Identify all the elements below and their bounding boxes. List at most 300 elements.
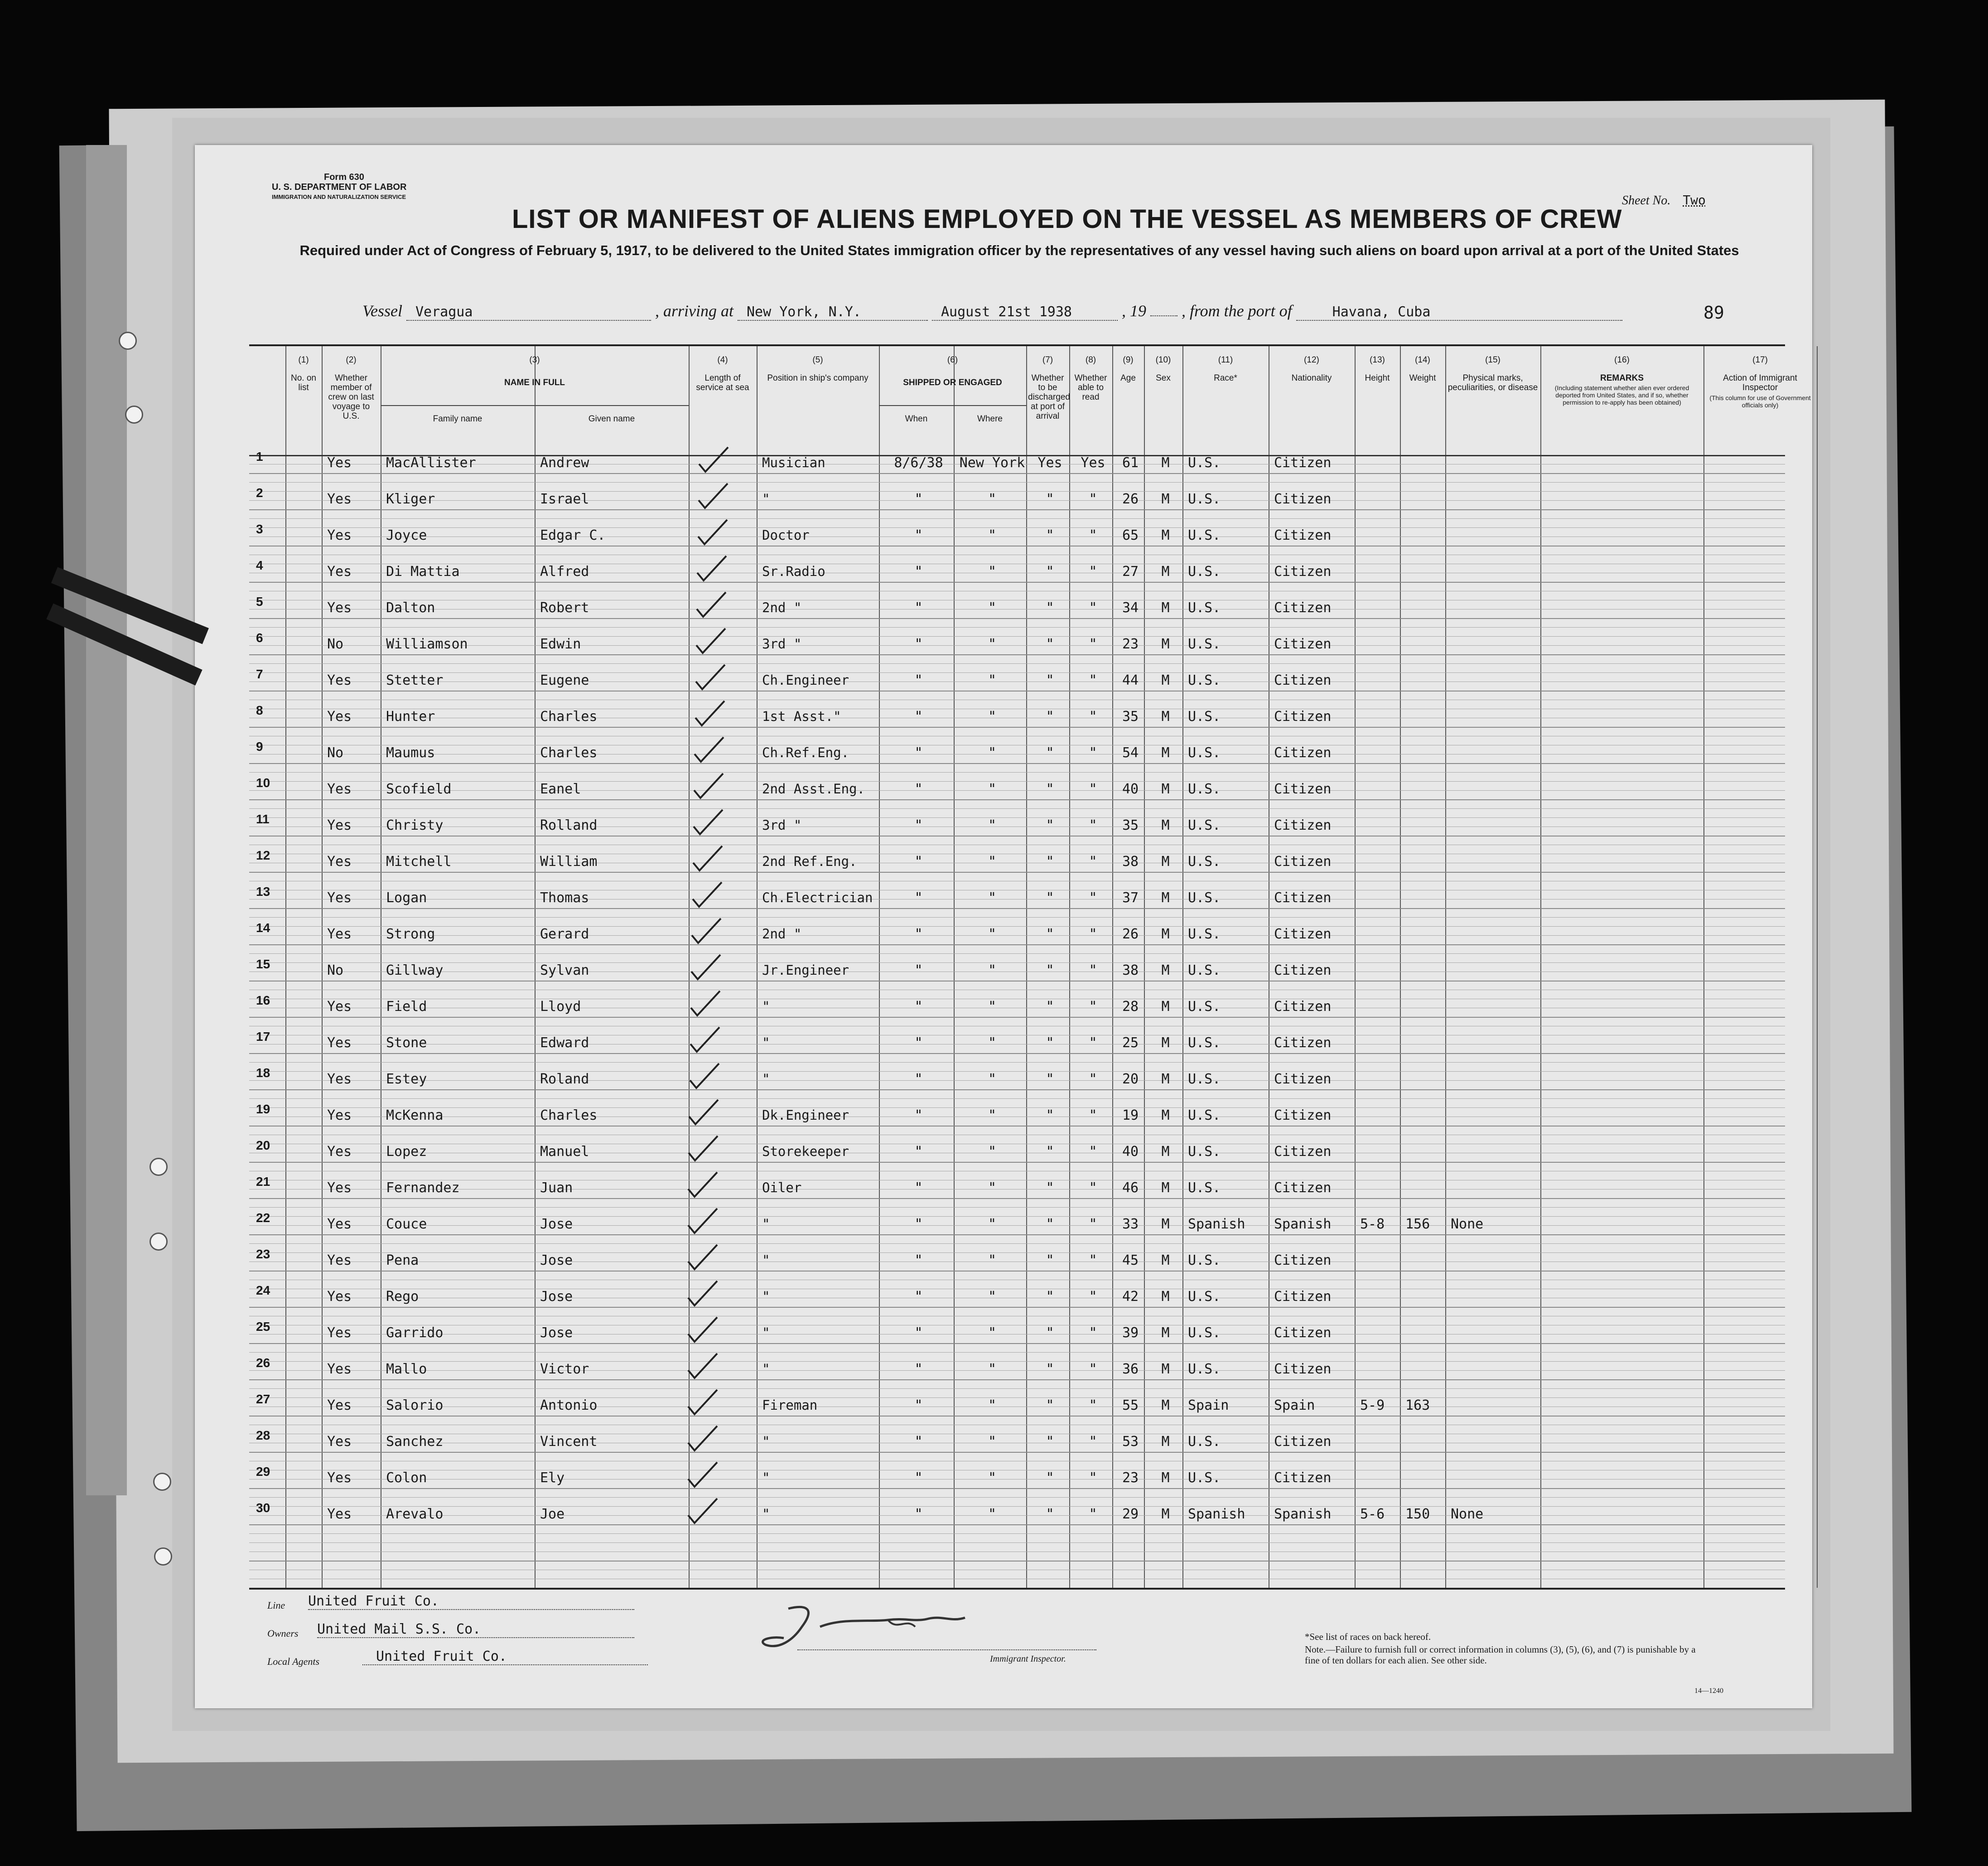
cell-given: Roland [540,1071,589,1087]
cell-race: U.S. [1188,527,1221,543]
arrival-date: August 21st 1938 [932,304,1118,321]
check-mark-icon [690,842,726,874]
cell-no: 18 [256,1066,270,1080]
cell-family: Strong [386,926,435,942]
cell-disch: " [1046,1361,1054,1377]
cell-sex: M [1161,709,1170,725]
ruled-line [249,1497,1785,1498]
cell-no: 23 [256,1247,270,1261]
header-num-c7: (7) [1042,355,1053,365]
cell-family: Gillway [386,962,444,978]
cell-position: " [762,1434,770,1449]
check-mark-icon [685,1314,721,1345]
header-num-c14: (14) [1415,355,1430,365]
ruled-line [249,872,1785,873]
cell-no: 14 [256,921,270,935]
cell-read: Yes [1081,455,1105,471]
cell-age: 26 [1122,926,1139,942]
cell-family: Pena [386,1252,419,1268]
check-mark-icon [688,951,724,983]
cell-sex: M [1161,564,1170,580]
cell-last: Yes [327,1397,352,1413]
cell-family: Dalton [386,600,435,616]
cell-given: Victor [540,1361,589,1377]
cell-disch: " [1046,1252,1054,1268]
ruled-line [249,1524,1785,1525]
cell-when: " [914,564,923,580]
cell-disch: " [1046,527,1054,543]
cell-where: " [988,999,997,1015]
cell-where: " [988,1180,997,1196]
cell-disch: " [1046,926,1054,942]
cell-position: Doctor [762,527,810,543]
cell-race: Spanish [1188,1506,1245,1522]
cell-where: " [988,1361,997,1377]
cell-age: 29 [1122,1506,1139,1522]
cell-family: Salorio [386,1397,444,1413]
column-rule [1182,346,1183,1588]
ruled-line [249,582,1785,583]
cell-weight: 150 [1405,1506,1430,1522]
cell-read: " [1089,817,1097,833]
header-num-c10: (10) [1155,355,1171,365]
header-num-c15: (15) [1485,355,1501,365]
cell-age: 65 [1122,527,1139,543]
column-rule [954,346,955,1588]
cell-when: " [914,1071,923,1087]
cell-where: " [988,636,997,652]
header-c4: Length of service at sea [696,373,749,392]
cell-age: 35 [1122,709,1139,725]
cell-family: Christy [386,817,444,833]
cell-no: 11 [256,812,270,826]
cell-last: Yes [327,999,352,1015]
cell-where: " [988,709,997,725]
header-num-c9: (9) [1123,355,1134,365]
cell-read: " [1089,1325,1097,1341]
check-mark-icon [692,697,728,729]
cell-read: " [1089,854,1097,870]
page-title: LIST OR MANIFEST OF ALIENS EMPLOYED ON THE VESSEL AS MEMBERS OF CREW [512,204,1622,234]
cell-race: U.S. [1188,1434,1221,1450]
header-rule [879,405,1026,406]
binder-edge [86,145,127,1495]
cell-race: U.S. [1188,1252,1221,1268]
cell-disch: " [1046,1035,1054,1051]
cell-given: Israel [540,491,589,507]
cell-given: Antonio [540,1397,598,1413]
check-mark-icon [690,770,727,802]
check-mark-icon [694,552,730,584]
cell-family: Kliger [386,491,435,507]
cell-race: U.S. [1188,600,1221,616]
cell-last: Yes [327,1252,352,1268]
cell-where: " [988,1289,997,1305]
cell-disch: " [1046,745,1054,761]
cell-disch: Yes [1037,455,1062,471]
page-subtitle: Required under Act of Congress of February 5, 1917, to be delivered to the United States immigration officer by the representatives of any vessel having such aliens on board upon arrival at a port of the United States [299,242,1739,258]
cell-no: 27 [256,1392,270,1406]
ruled-line [249,654,1785,655]
cell-age: 38 [1122,854,1139,870]
header-rule [381,405,689,406]
check-mark-icon [685,1350,721,1382]
cell-nat: Citizen [1274,491,1332,507]
ruled-line [249,618,1785,619]
cell-read: " [1089,999,1097,1015]
ruled-line [249,482,1785,483]
header-c16: REMARKS [1600,373,1644,383]
header-num-c6: (6) [947,355,958,365]
races-note: *See list of races on back hereof. [1305,1631,1431,1642]
cell-age: 61 [1122,455,1139,471]
cell-last: Yes [327,926,352,942]
cell-disch: " [1046,636,1054,652]
cell-age: 40 [1122,781,1139,797]
column-rule [1540,346,1541,1588]
cell-read: " [1089,1506,1097,1522]
header-c9: Age [1120,373,1136,383]
cell-read: " [1089,1180,1097,1196]
ruled-line [249,1234,1785,1235]
ruled-line [249,944,1785,945]
cell-race: U.S. [1188,636,1221,652]
cell-race: Spanish [1188,1216,1245,1232]
header-num-c16: (16) [1614,355,1630,365]
punch-hole [119,332,137,350]
header-c6a: When [905,414,928,424]
header-c14: Weight [1409,373,1436,383]
cell-sex: M [1161,1035,1170,1051]
cell-read: " [1089,709,1097,725]
ruled-line [249,663,1785,664]
cell-when: " [914,1434,923,1450]
check-mark-icon [688,915,724,947]
cell-age: 46 [1122,1180,1139,1196]
column-rule [1144,346,1145,1588]
cell-disch: " [1046,781,1054,797]
cell-where: " [988,1252,997,1268]
cell-position: 2nd Ref.Eng. [762,854,857,869]
cell-family: McKenna [386,1107,444,1123]
cell-when: " [914,962,923,978]
cell-sex: M [1161,962,1170,978]
cell-disch: " [1046,709,1054,725]
cell-sex: M [1161,1325,1170,1341]
ruled-line [249,1017,1785,1018]
cell-sex: M [1161,1252,1170,1268]
arrival-port: New York, N.Y. [738,304,928,321]
cell-given: Gerard [540,926,589,942]
cell-read: " [1089,1289,1097,1305]
cell-disch: " [1046,1506,1054,1522]
cell-given: Jose [540,1325,573,1341]
cell-where: " [988,600,997,616]
cell-when: 8/6/38 [894,455,943,471]
punch-hole [153,1473,171,1491]
cell-no: 2 [256,486,263,500]
cell-nat: Citizen [1274,962,1332,978]
cell-read: " [1089,527,1097,543]
manifest-sheet [195,145,1812,1708]
cell-nat: Citizen [1274,1361,1332,1377]
cell-disch: " [1046,1216,1054,1232]
cell-sex: M [1161,890,1170,906]
cell-where: New York [959,455,1025,471]
vessel-line: Vessel Veragua , arriving at New York, N.Y. August 21st 1938 , 19 , from the port of Havana, Cuba [362,301,1622,321]
header-c6: SHIPPED OR ENGAGED [903,378,1002,387]
cell-race: U.S. [1188,1180,1221,1196]
ruled-line [249,953,1785,954]
cell-position: " [762,1325,770,1340]
cell-disch: " [1046,672,1054,688]
cell-sex: M [1161,1361,1170,1377]
cell-last: Yes [327,455,352,471]
cell-when: " [914,1035,923,1051]
cell-age: 35 [1122,817,1139,833]
cell-sex: M [1161,1144,1170,1160]
cell-disch: " [1046,1107,1054,1123]
cell-when: " [914,1144,923,1160]
cell-age: 37 [1122,890,1139,906]
cell-disch: " [1046,600,1054,616]
ruled-line [249,908,1785,909]
cell-last: Yes [327,1144,352,1160]
cell-when: " [914,1361,923,1377]
cell-height: 5-6 [1360,1506,1385,1522]
cell-nat: Spanish [1274,1216,1332,1232]
cell-family: Williamson [386,636,468,652]
cell-disch: " [1046,1289,1054,1305]
inspector-label: Immigrant Inspector. [990,1654,1066,1664]
cell-nat: Citizen [1274,1035,1332,1051]
print-code: 14—1240 [1694,1687,1723,1695]
cell-position: Sr.Radio [762,564,825,579]
ruled-line [249,727,1785,728]
cell-where: " [988,672,997,688]
cell-when: " [914,491,923,507]
cell-last: Yes [327,1325,352,1341]
owners-value: United Mail S.S. Co. [317,1621,634,1638]
check-mark-icon [695,480,731,512]
cell-when: " [914,1216,923,1232]
cell-given: Juan [540,1180,573,1196]
ruled-line [249,1162,1785,1163]
departure-port: Havana, Cuba [1296,304,1622,321]
cell-where: " [988,1107,997,1123]
owners-label: Owners [267,1628,299,1639]
cell-race: U.S. [1188,999,1221,1015]
cell-read: " [1089,564,1097,580]
cell-where: " [988,781,997,797]
cell-when: " [914,1325,923,1341]
cell-sex: M [1161,854,1170,870]
cell-sex: M [1161,600,1170,616]
cell-nat: Citizen [1274,709,1332,725]
cell-sex: M [1161,455,1170,471]
cell-race: U.S. [1188,890,1221,906]
cell-when: " [914,636,923,652]
cell-age: 39 [1122,1325,1139,1341]
cell-no: 15 [256,957,270,971]
cell-age: 33 [1122,1216,1139,1232]
cell-no: 16 [256,993,270,1007]
cell-sex: M [1161,745,1170,761]
cell-last: Yes [327,709,352,725]
cell-given: Thomas [540,890,589,906]
header-num-c13: (13) [1370,355,1385,365]
vessel-name: Veragua [406,304,651,321]
cell-last: Yes [327,1434,352,1450]
cell-position: 2nd " [762,926,802,942]
cell-age: 55 [1122,1397,1139,1413]
header-c10: Sex [1156,373,1171,383]
cell-age: 44 [1122,672,1139,688]
cell-sex: M [1161,1071,1170,1087]
cell-read: " [1089,672,1097,688]
cell-where: " [988,962,997,978]
cell-race: U.S. [1188,1361,1221,1377]
cell-where: " [988,1397,997,1413]
ruled-line [249,518,1785,519]
penalty-note: Note.—Failure to furnish full or correct information in columns (3), (5), (6), and (7) is punishable by a fine of ten dollars for each alien. See other side. [1305,1644,1696,1666]
cell-nat: Citizen [1274,1071,1332,1087]
cell-last: Yes [327,817,352,833]
cell-race: U.S. [1188,745,1221,761]
cell-disch: " [1046,817,1054,833]
cell-nat: Citizen [1274,1434,1332,1450]
cell-position: Dk.Engineer [762,1107,849,1123]
cell-no: 28 [256,1428,270,1442]
cell-race: U.S. [1188,926,1221,942]
cell-position: " [762,1506,770,1522]
check-mark-icon [687,987,724,1019]
cell-family: Couce [386,1216,427,1232]
cell-disch: " [1046,1325,1054,1341]
cell-where: " [988,1071,997,1087]
cell-read: " [1089,1252,1097,1268]
cell-disch: " [1046,564,1054,580]
cell-given: Eugene [540,672,589,688]
cell-nat: Citizen [1274,745,1332,761]
cell-age: 38 [1122,962,1139,978]
ruled-line [249,763,1785,764]
cell-when: " [914,1470,923,1486]
cell-when: " [914,999,923,1015]
cell-when: " [914,890,923,906]
check-mark-icon [685,1096,722,1128]
cell-nat: Spanish [1274,1506,1332,1522]
agents-value: United Fruit Co. [362,1648,648,1665]
cell-last: No [327,636,344,652]
header-c2: Whether member of crew on last voyage to U.S. [328,373,374,421]
cell-last: Yes [327,564,352,580]
cell-read: " [1089,1397,1097,1413]
header-c7: Whether to be discharged at port of arrival [1028,373,1070,421]
cell-family: Fernandez [386,1180,460,1196]
cell-given: Lloyd [540,999,581,1015]
cell-disch: " [1046,491,1054,507]
cell-last: Yes [327,1470,352,1486]
cell-disch: " [1046,1144,1054,1160]
cell-family: MacAllister [386,455,476,471]
cell-read: " [1089,600,1097,616]
column-rule [1400,346,1401,1588]
header-c15: Physical marks, peculiarities, or disease [1448,373,1538,392]
cell-given: Jose [540,1289,573,1305]
cell-when: " [914,1397,923,1413]
cell-family: Scofield [386,781,452,797]
column-rule [1069,346,1070,1588]
cell-sex: M [1161,1216,1170,1232]
cell-given: Joe [540,1506,565,1522]
cell-where: " [988,890,997,906]
column-rule [757,346,758,1588]
cell-where: " [988,926,997,942]
header-c12: Nationality [1291,373,1332,383]
cell-race: U.S. [1188,1035,1221,1051]
header-num-c3: (3) [529,355,540,365]
check-mark-icon [686,1060,723,1092]
cell-nat: Citizen [1274,1325,1332,1341]
cell-position: " [762,491,770,507]
ruled-line [249,1098,1785,1099]
cell-nat: Citizen [1274,926,1332,942]
cell-race: U.S. [1188,781,1221,797]
header-num-c8: (8) [1085,355,1096,365]
cell-given: Edward [540,1035,589,1051]
cell-race: U.S. [1188,1071,1221,1087]
cell-disch: " [1046,1071,1054,1087]
cell-position: Jr.Engineer [762,962,849,978]
check-mark-icon [690,806,726,838]
ruled-line [249,509,1785,510]
cell-given: Eanel [540,781,581,797]
header-num-c11: (11) [1218,355,1233,365]
cell-when: " [914,926,923,942]
cell-read: " [1089,491,1097,507]
ruled-line [249,1307,1785,1308]
cell-read: " [1089,1216,1097,1232]
header-c16-detail: (Including statement whether alien ever ordered deported from United States, and if so, whether permission to re-apply has been obtained) [1554,384,1689,406]
cell-when: " [914,1289,923,1305]
cell-family: Di Mattia [386,564,460,580]
cell-nat: Citizen [1274,600,1332,616]
punch-hole [125,406,143,424]
check-mark-icon [685,1422,721,1454]
column-rule [1445,346,1446,1588]
ruled-line [249,1352,1785,1353]
ruled-line [249,1379,1785,1380]
cell-age: 23 [1122,1470,1139,1486]
cell-position: 3rd " [762,636,802,652]
ruled-line [249,1243,1785,1244]
cell-given: Manuel [540,1144,589,1160]
punch-hole [150,1158,168,1176]
cell-age: 20 [1122,1071,1139,1087]
cell-age: 26 [1122,491,1139,507]
ruled-line [249,1198,1785,1199]
cell-race: U.S. [1188,1470,1221,1486]
ruled-line [249,1207,1785,1208]
cell-age: 27 [1122,564,1139,580]
cell-no: 12 [256,848,270,862]
cell-family: Sanchez [386,1434,444,1450]
ruled-line [249,627,1785,628]
header-c6b: Where [977,414,1003,424]
cell-sex: M [1161,1506,1170,1522]
page-number: 89 [1703,303,1724,323]
